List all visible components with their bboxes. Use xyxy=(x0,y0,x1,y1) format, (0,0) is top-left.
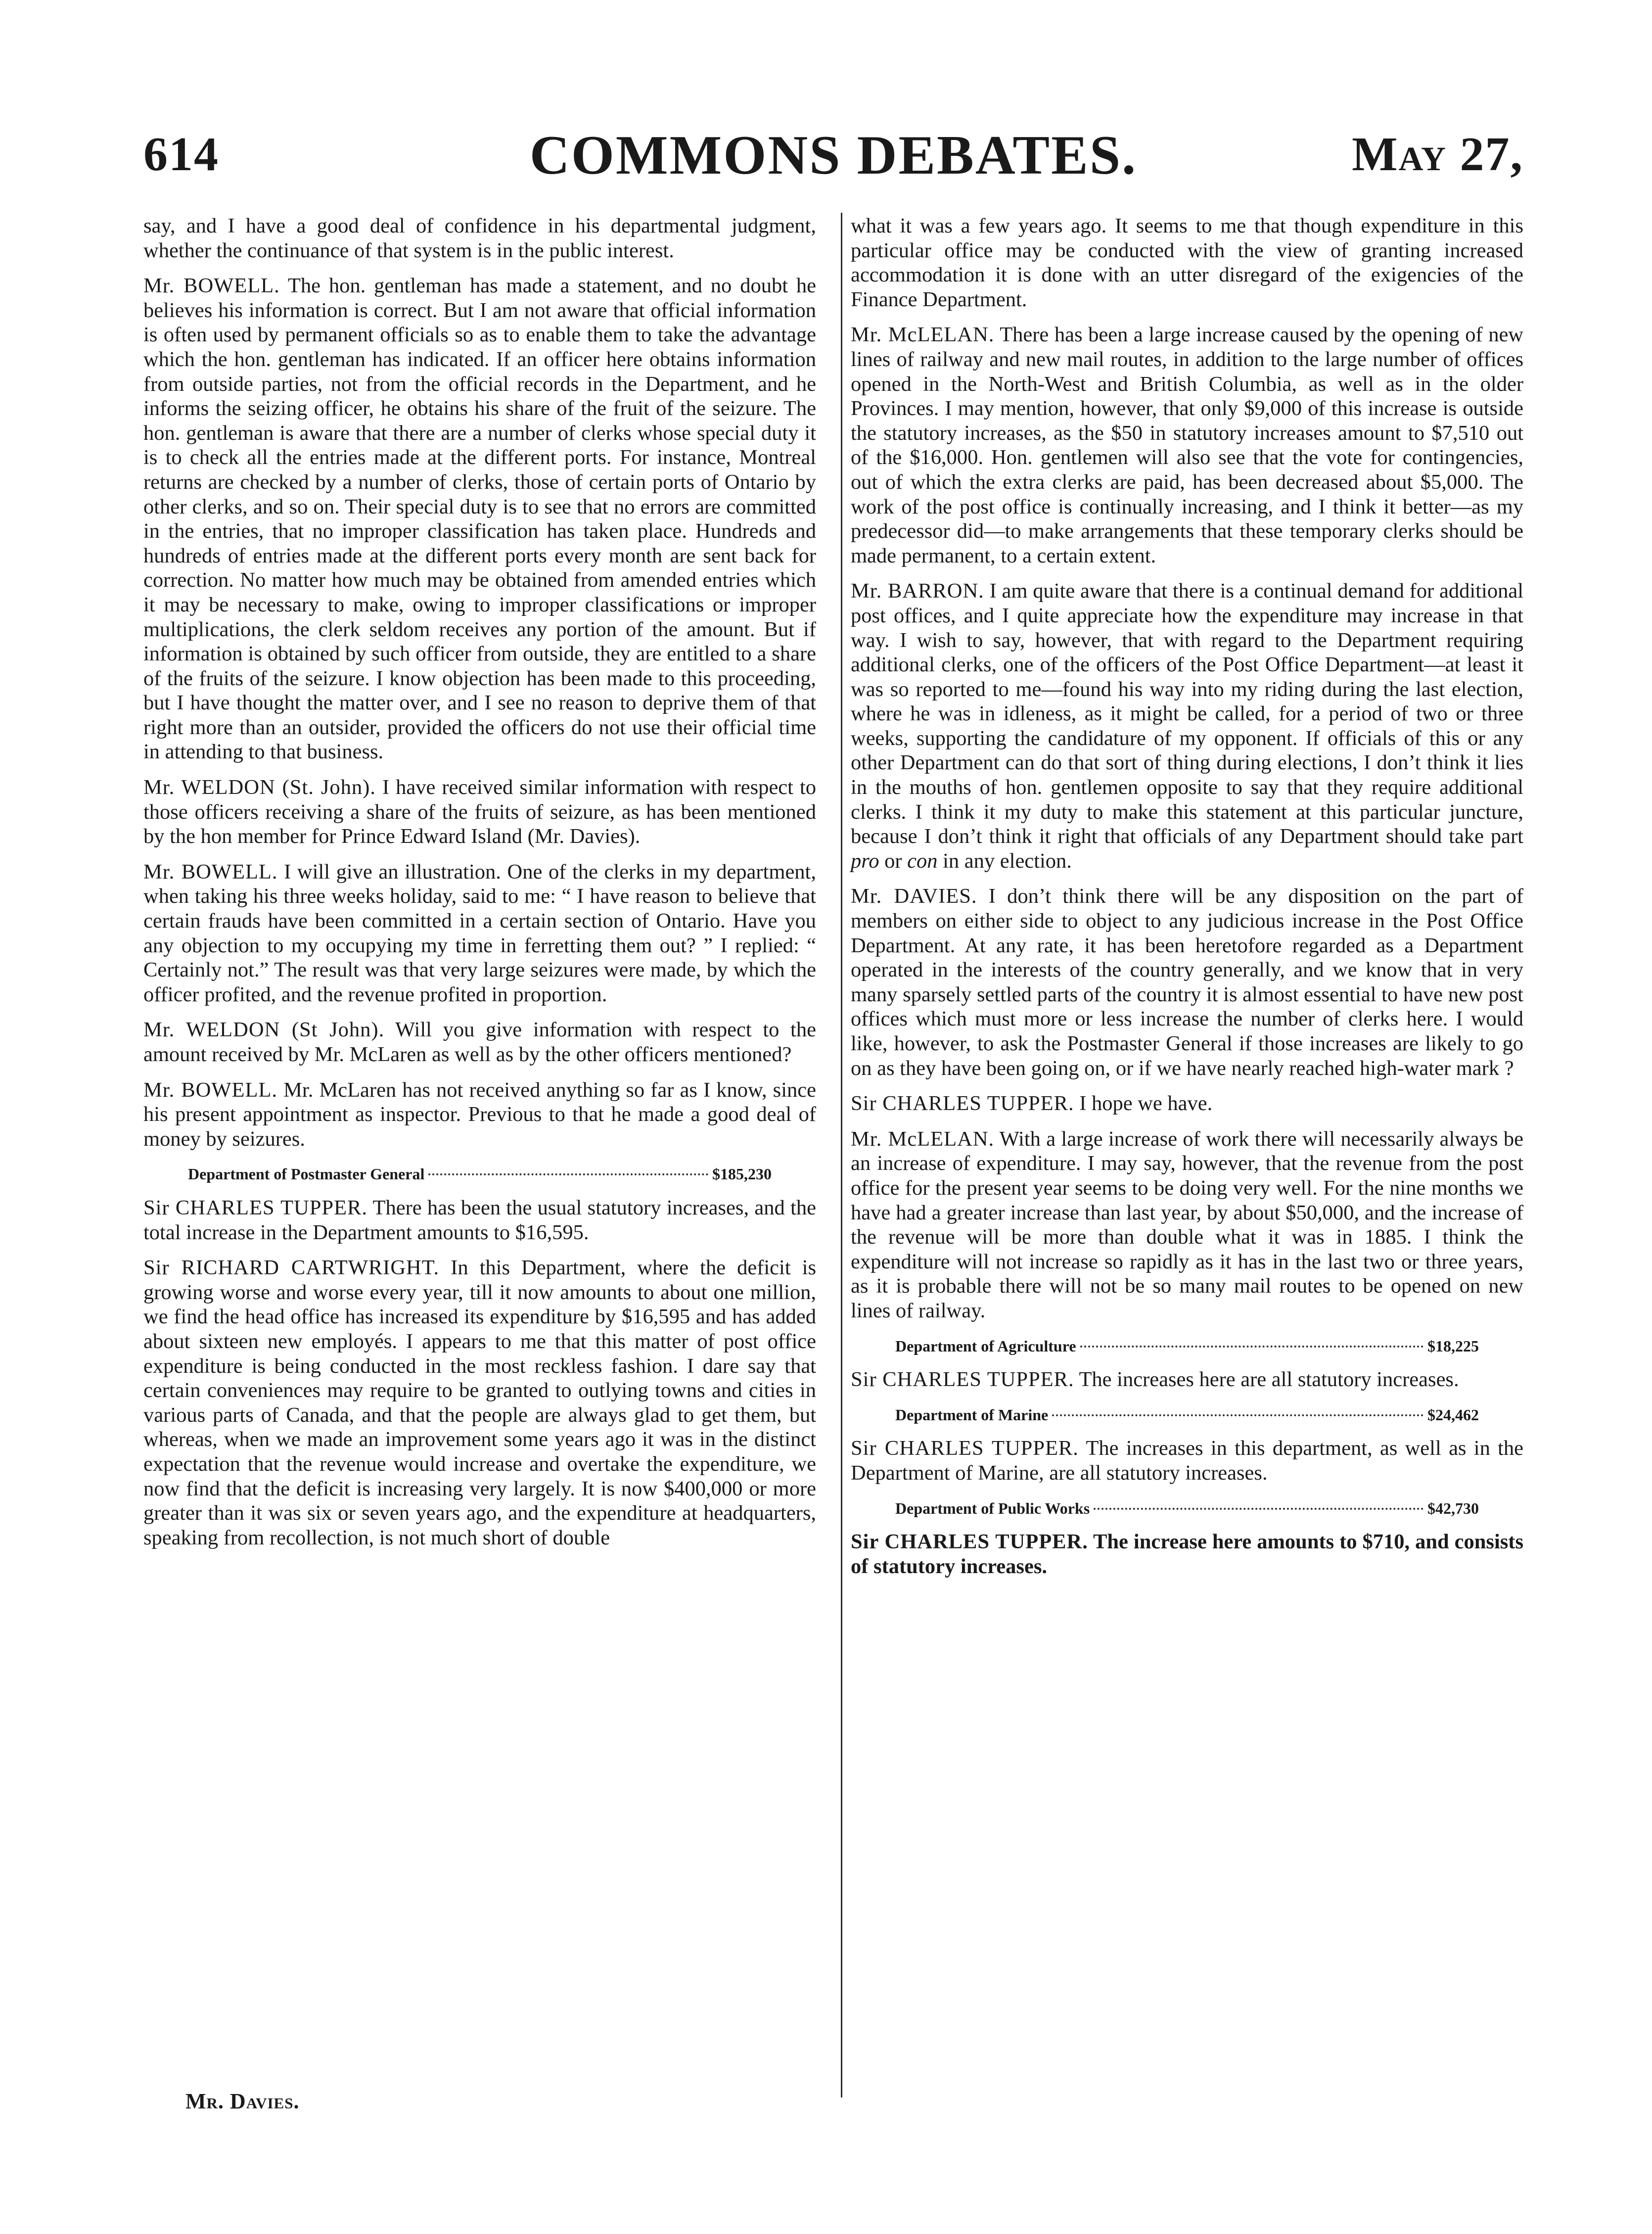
vote-label: Department of Marine xyxy=(895,1405,1049,1424)
vote-label: Department of Public Works xyxy=(895,1499,1090,1517)
page-date: May 27, xyxy=(1352,128,1523,181)
vote-line xyxy=(851,1496,1523,1521)
column-divider xyxy=(841,213,842,2097)
speaker-name: Sir CHARLES TUPPER. xyxy=(851,1437,1079,1460)
vote-line xyxy=(851,1403,1523,1428)
speaker-name: Mr. BOWELL. xyxy=(143,860,278,884)
paragraph: Mr. McLELAN. There has been a large increase caused by the opening of new lines of railway and new mail routes, in addition to the large number of offices opened in the North-West and British Columbia, as well as in the older Provinces. I may mention, however, that only $9,000 of this increase is outside the statutory increases, as the $50 in statutory increases amount to $7,510 out of the $16,000. Hon. gentlemen will also see that the vote for contingencies, out of which the extra clerks are paid, has been decreased about $5,000. The work of the post office is continually increasing, and I think it better—as my predecessor did—to make arrangements that these temporary clerks should be made permanent, to a certain extent. xyxy=(851,323,1524,567)
dot-leader xyxy=(1080,1346,1423,1348)
speaker-name: Sir CHARLES TUPPER. xyxy=(143,1196,367,1219)
paragraph: Mr. WELDON (St. John). I have received similar information with respect to those officers receiving a share of the fruits of seizure, as has been mentioned by the hon member for Prince Edward Island (Mr. Davies). xyxy=(143,776,816,848)
vote-label: Department of Postmaster General xyxy=(188,1165,425,1183)
right-column xyxy=(851,214,1523,1589)
footer-speaker-name: Mr. Davies. xyxy=(185,2089,300,2113)
speaker-name: Sir CHARLES TUPPER. xyxy=(851,1092,1074,1116)
paragraph: Sir RICHARD CARTWRIGHT. In this Department, where the deficit is growing worse and worse every year, till it now amounts to about one million, we find the head office has increased its expenditure by $16,595 and has added about sixteen new employés. I appears to me that this matter of post office expenditure is being conducted in the most reckless fashion. I dare say that certain conveniences may require to be granted to outlying towns and cities in various parts of Canada, and that the people are always glad to get them, but whereas, when we made an improvement some years ago it was in the distinct expectation that the revenue would increase and overtake the expenditure, we now find that the deficit is increasing very largely. It is now $400,000 or more greater than it was six or seven years ago, and the expenditure at headquarters, speaking from recollection, is not much short of double xyxy=(143,1256,817,1549)
paragraph: Mr. BARRON. I am quite aware that there is a continual demand for additional post offices, and I quite appreciate how the expenditure may increase in that way. I wish to say, however, that with regard to the Department requiring additional clerks, one of the officers of the Post Office Department—at least it was so reported to me—found his way into my riding during the last election, where he was in idleness, as it might be called, for a period of two or three weeks, supporting the candidature of my opponent. If officials of this or any other Department can do that sort of thing during elections, I don’t think it lies in the mouths of hon. gentlemen opposite to say that they require additional clerks. I think it my duty to make this statement at this particular juncture, because I don’t think it right that officials of any Department should take part pro or con in any election. xyxy=(851,579,1524,873)
left-column xyxy=(143,214,816,1561)
vote-amount: $24,462 xyxy=(1427,1405,1479,1424)
vote-amount: $18,225 xyxy=(1427,1337,1479,1355)
paragraph: Mr. BOWELL. I will give an illustration. One of the clerks in my department, when taking his three weeks holiday, said to me: “ I have reason to believe that certain frauds have been committed in a certain section of Ontario. Have you any objection to my occupying my time in ferretting them out? ” I replied: “ Certainly not.” The result was that very large seizures were made, by which the officer profited, and the revenue profited in proportion. xyxy=(143,860,816,1006)
paragraph: Sir CHARLES TUPPER. There has been the usual statutory increases, and the total increase in the Department amounts to $16,595. xyxy=(143,1196,816,1244)
paragraph: say, and I have a good deal of confidence in his departmental judgment, whether the continuance of that system is in the public interest. xyxy=(143,214,816,262)
vote-amount: $42,730 xyxy=(1427,1499,1479,1517)
dot-leader xyxy=(1052,1414,1423,1416)
paragraph: Sir CHARLES TUPPER. I hope we have. xyxy=(851,1092,1213,1116)
paragraph: Sir CHARLES TUPPER. The increase here amounts to $710, and consists of statutory increases. xyxy=(851,1530,1523,1578)
vote-amount: $185,230 xyxy=(712,1165,772,1183)
paragraph: Sir CHARLES TUPPER. The increases here are all statutory increases. xyxy=(851,1368,1459,1392)
speaker-name: Mr. BOWELL. xyxy=(143,1078,277,1102)
paragraph: Sir CHARLES TUPPER. The increases in this department, as well as in the Department of Marine, are all statutory increases. xyxy=(851,1437,1524,1485)
paragraph: Mr. McLELAN. With a large increase of work there will necessarily always be an increase of expenditure. I may say, however, that the revenue from the post office for the present year seems to be doing very well. For the nine months we have had a greater increase than last year, by about $50,000, and the increase of the revenue will be more than double what it was in 1885. I think the expenditure will not increase so rapidly as it has in the last two or three years, as it is probable there will not be so many mail routes to be opened on new lines of railway. xyxy=(851,1127,1523,1322)
speaker-name: Sir CHARLES TUPPER. xyxy=(851,1368,1074,1392)
dot-leader xyxy=(428,1173,708,1175)
speaker-name: Mr. BARRON. xyxy=(851,579,984,603)
speaker-name: Mr. WELDON (St. John). xyxy=(143,776,376,799)
speaker-name: Mr. DAVIES. xyxy=(851,884,977,908)
vote-line xyxy=(851,1334,1523,1359)
speaker-name: Sir CHARLES TUPPER. xyxy=(851,1530,1088,1554)
speaker-name: Mr. BOWELL. xyxy=(143,274,280,298)
speaker-name: Sir RICHARD CARTWRIGHT. xyxy=(143,1256,440,1280)
speaker-name: Mr. McLELAN. xyxy=(851,1127,995,1151)
paragraph: Mr. DAVIES. I don’t think there will be any disposition on the part of members on either side to object to any judicious increase in the Post Office Department. At any rate, it has been heretofore regarded as a Department operated in the interests of the country generally, and we know that in very many sparsely settled parts of the country it is almost essential to have new post offices which must more or less increase the number of clerks here. I would like, however, to ask the Postmaster General if those increases are likely to go on as they have been going on, or if we have nearly reached high-water mark ? xyxy=(851,884,1523,1080)
vote-line xyxy=(143,1162,816,1187)
paragraph: what it was a few years ago. It seems to me that though expenditure in this particular office may be conducted with the view of granting increased accommodation it is done with an utter disregard of the exigencies of the Finance Department. xyxy=(851,214,1523,311)
speaker-name: Mr. McLELAN. xyxy=(851,323,995,347)
running-title: COMMONS DEBATES. xyxy=(529,125,1138,186)
paragraph: Mr. WELDON (St John). Will you give information with respect to the amount received by Mr. McLaren as well as by the other officers mentioned? xyxy=(143,1018,816,1066)
page-number: 614 xyxy=(143,128,219,181)
vote-label: Department of Agriculture xyxy=(895,1337,1076,1355)
page-header xyxy=(143,124,1523,198)
paragraph: Mr. BOWELL. Mr. McLaren has not received anything so far as I know, since his present appointment as inspector. Previous to that he made a good deal of money by seizures. xyxy=(143,1078,817,1151)
dot-leader xyxy=(1094,1508,1423,1510)
paragraph: Mr. BOWELL. The hon. gentleman has made a statement, and no doubt he believes his information is correct. But I am not aware that official information is often used by permanent officials so as to enable them to take the advantage which the hon. gentleman has indicated. If an officer here obtains information from outside parties, not from the official records in the Department, and he informs the seizing officer, he obtains his share of the fruit of the seizure. The hon. gentleman is aware that there are a number of clerks whose special duty it is to check all the entries made at the different ports. For instance, Montreal returns are checked by a number of clerks, those of certain ports of Ontario by other clerks, and so on. Their special duty is to see that no errors are committed in the entries, that no improper classification has taken place. Hundreds and hundreds of entries made at the different ports every month are sent back for correction. No matter how much may be obtained from amended entries which it may be necessary to make, owing to improper classifications or improper multiplications, the clerk seldom receives any portion of the amount. But if information is obtained by such officer from outside, they are entitled to a share of the fruits of the seizure. I know objection has been made to this proceeding, but I have thought the matter over, and I see no reason to deprive them of that right more than an outsider, provided the officers do not use their official time in attending to that business. xyxy=(143,274,816,764)
speaker-name: Mr. WELDON (St John). xyxy=(143,1018,385,1042)
